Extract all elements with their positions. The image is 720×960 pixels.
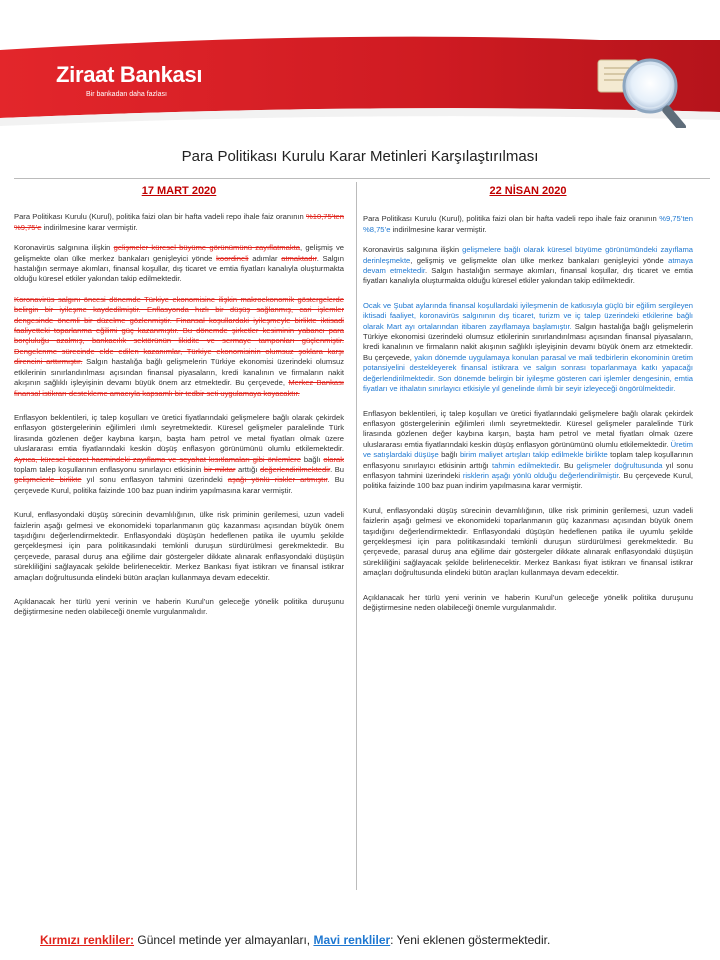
added-text: %9,75’ten %8,75’e [363, 214, 693, 234]
body-text: Kurul, enflasyondaki düşüş sürecinin devamlılığının, ülke risk priminin gerilemesi, uzun vadeli faizlerin aşağı gelmesi ve ekonomideki toparlanmanın güç kazanması açısından büyük önem taşıdığını değerlendirmektedir. Enflasyondaki düşüşün hedeflenen patika ile uyumlu şekilde gerçekleşmesi için para politikasındaki temkinli duruşun sürdürülmesi gerekmektedir. Bu çerçevede, parasal duruş ana eğilime dair göstergeler dikkate alınarak enflasyondaki düşüşün sürekliliğini sağlayacak şekilde belirlenecektir. Merkez Bankası fiyat istikrarı ve finansal istikrar amaçları doğrultusunda elindeki bütün araçları kullanmaya devam edecektir. [14, 510, 344, 582]
body-text: , gelişmiş ve gelişmekte olan ülke merkez bankaları genişleyici yönde [410, 255, 669, 265]
legend-blue-text: : Yeni eklenen göstermektedir. [390, 933, 551, 947]
column-divider [356, 182, 357, 890]
right-paragraph-6 [363, 593, 693, 614]
left-paragraph-6 [14, 597, 344, 618]
right-paragraph-1 [363, 214, 693, 235]
right-paragraph-2 [363, 245, 693, 287]
added-text: Ocak ve Şubat aylarında finansal koşullardaki iyileşmenin de katkısıyla güçlü bir eğilim sergileyen iktisadi faaliyet, koronavirüs salgınının dış ticaret, turizm ve iç talep üzerindeki etkilerine bağlı olarak Mart ayı ortalarından itibaren zayıflamaya başlamıştır. [363, 300, 693, 331]
body-text: Enflasyon beklentileri, iç talep koşulları ve üretici fiyatlarındaki gelişmelere bağlı olarak çekirdek enflasyon göstergelerinin eğilimleri ılımlı seyretmektedir. Küresel gelişmeler paralelinde Türk lirasında gözlenen değer kaybına karşın, başta ham petrol ve metal fiyatları olmak üzere uluslararası emtia fiyatlarındaki keskin düşüş enflasyon görünümünü olumlu etkilemektedir. [363, 408, 693, 449]
body-text: arttığı [235, 464, 260, 474]
deleted-text: %10,75’ten %9,75’e [14, 212, 344, 232]
added-text: atmaya devam etmektedir [363, 255, 693, 276]
right-column [363, 186, 693, 623]
right-paragraph-3 [363, 301, 693, 395]
page-header [0, 0, 720, 128]
left-column-date: 17 MART 2020 [141, 185, 217, 197]
body-text: Koronavirüs salgınına ilişkin [363, 245, 463, 255]
body-text: , gelişmiş ve gelişmekte olan ülke merkez bankaları genişleyici yönde [14, 243, 344, 263]
body-text: . Bu [330, 464, 344, 474]
added-text: yakın dönemde uygulamaya konulan parasal ve mali tedbirlerin ekonominin üretim potansiyelini destekleyerek finansal istikrara ve salgın sonrası toparlanmaya katkı yapacağı değerlendirilmektedir. Son dönemde belirgin bir iyileşme gösteren cari işlemler dengesinin, emtia fiyatları ve ithalatın sınırlayıcı etkisiyle yıl genelinde ılımlı bir seyir izleyeceği öngörülmektedir. [363, 352, 694, 394]
title-divider [14, 178, 710, 179]
added-text: risklerin aşağı yönlü olduğu değerlendirilmiştir [462, 470, 619, 480]
brand-name: Ziraat Bankası [56, 62, 203, 87]
right-paragraph-4 [363, 409, 693, 492]
body-text: Para Politikası Kurulu (Kurul), politika faizi olan bir hafta vadeli repo ihale faiz oranının [363, 214, 660, 224]
body-text: Para Politikası Kurulu (Kurul), politika faizi olan bir hafta vadeli repo ihale faiz oranının [14, 212, 306, 222]
added-text: birim maliyet artışları takip edilmekle birlikte [459, 450, 608, 460]
color-legend [40, 933, 550, 947]
body-text: . Bu çerçevede Kurul, politika faizinde 100 baz puan indirim yapılmasına karar vermiştir. [14, 475, 344, 495]
added-text: Üretim ve satışlardaki düşüşe [363, 439, 693, 460]
deleted-text: bir miktar [203, 464, 236, 474]
body-text: yıl sonu enflasyon tahmini üzerindeki [81, 475, 228, 485]
body-text: . Bu [558, 460, 577, 470]
body-text: Salgın hastalığa bağlı gelişmelerin Türkiye ekonomisi üzerindeki olumsuz etkilerinin sınırlandırılması açısından finansal piyasaların, kredi kanalının ve firmaların nakit akışının sağlıklı işleyişinin devamı büyük önem arz etmektedir. Bu çerçevede, [14, 357, 345, 388]
body-text: . Bu çerçevede Kurul, politika faizinde 100 baz puan indirim yapılmasına karar vermiştir. [363, 470, 694, 491]
deleted-text: gelişmelerle birlikte [14, 475, 82, 485]
right-column-date: 22 NİSAN 2020 [489, 185, 567, 197]
deleted-text: Merkez Bankası finansal istikrarı destekleme amacıyla kapsamlı bir tedbir seti uygulamaya koyacaktır. [14, 378, 344, 398]
deleted-text: Koronavirüs salgını öncesi dönemde Türkiye ekonomisine ilişkin makroekonomik göstergelerde belirgin bir iyileşme kaydedilmiştir. Enflasyonda hızlı bir düşüş sağlanmış, cari işlemler dengesinde önemli bir düzelme gözlenmiştir. Finansal koşullardaki iyileşmeyle birlikte iktisadi faaliyetteki toparlanma eğilimi güç kazanmıştır. Bu dönemde şirketler kesiminin yabancı para borçluluğu azalmış, bankacılık sektörünün likidite ve sermaye tamponları güçlenmiştir. Dengelenme sürecinde elde edilen kazanımlar, Türkiye ekonomisinin olumsuz şoklara karşı direncini arttırmıştır. [14, 294, 344, 367]
added-text: gelişmelere bağlı olarak küresel büyüme görünümündeki zayıflama derinleşmekte [363, 245, 693, 265]
deleted-text: aşağı yönlü riskler artmıştır [227, 475, 328, 485]
left-column [14, 186, 344, 628]
legend-red-text: Güncel metinde yer almayanları, [134, 933, 314, 947]
body-text: Koronavirüs salgınına ilişkin [14, 243, 114, 253]
left-paragraph-1 [14, 212, 344, 233]
body-text: yıl sonu enflasyon tahmini üzerindeki [363, 460, 694, 480]
left-paragraph-3 [14, 295, 344, 399]
page-title: Para Politikası Kurulu Karar Metinleri Karşılaştırılması [181, 148, 539, 165]
body-text: Açıklanacak her türlü yeni verinin ve haberin Kurul’un geleceğe yönelik politika duruşunu değiştirmesine neden olabileceği önemle vurgulanmalıdır. [363, 592, 693, 612]
body-text: toplam talep koşullarının enflasyonu sınırlayıcı etkisinin arttığı [363, 450, 693, 470]
deleted-text: atmaktadır [281, 253, 317, 263]
body-text: toplam talep koşullarının enflasyonu sınırlayıcı etkisinin [14, 464, 204, 474]
deleted-text: Ayrıca, küresel ticaret hacmindeki zayıflama ve seyahat kısıtlamaları gibi önlemlere [14, 454, 301, 464]
left-paragraph-2 [14, 243, 344, 285]
deleted-text: olarak [323, 454, 344, 464]
brand-logo[interactable] [56, 62, 202, 88]
body-text: Kurul, enflasyondaki düşüş sürecinin devamlılığının, ülke risk priminin gerilemesi, uzun vadeli faizlerin aşağı gelmesi ve ekonomideki toparlanmanın güç kazanması açısından büyük önem taşıdığını değerlendirmektedir. Enflasyondaki düşüşün hedeflenen patika ile uyumlu şekilde gerçekleşmesi için para politikasındaki temkinli duruşun sürdürülmesi gerekmektedir. Bu çerçevede, parasal duruş ana eğilime dair göstergeler dikkate alınarak enflasyondaki düşüşün sürekliliğini sağlayacak şekilde belirlenecektir. Merkez Bankası fiyat istikrarı ve finansal istikrar amaçları doğrultusunda elindeki bütün araçları kullanmaya devam edecektir. [363, 505, 693, 578]
left-paragraph-5 [14, 510, 344, 583]
body-text: . Salgın hastalığın sermaye akımları, finansal koşullar, dış ticaret ve emtia fiyatları kanalıyla oluşturmakta olduğu küresel etkiler yakından takip edilmektedir. [363, 266, 693, 286]
body-text: Salgın hastalığa bağlı gelişmelerin Türkiye ekonomisi üzerindeki olumsuz etkilerinin sınırlandırılması açısından finansal piyasaların, kredi kanalının ve firmaların nakit akışının sağlıklı işleyişinin devamı büyük önem arz etmektedir. Bu çerçevede, [363, 321, 693, 362]
deleted-text: koordineli [216, 253, 249, 263]
body-text: bağlı [300, 454, 324, 464]
wheat-logo-icon [0, 0, 22, 34]
legend-blue-label: Mavi renkliler [313, 933, 391, 947]
deleted-text: değerlendirilmektedir [259, 464, 331, 474]
body-text: Enflasyon beklentileri, iç talep koşulları ve üretici fiyatlarındaki gelişmelere bağlı olarak çekirdek enflasyon göstergelerinin eğilimleri ılımlı seyretmektedir. Küresel gelişmeler paralelinde Türk lirasında gözlenen değer kaybına karşın, başta ham petrol ve metal fiyatları olmak üzere uluslararası emtia fiyatlarındaki keskin düşüş enflasyon görünümünü olumlu etkilemektedir. [14, 412, 344, 454]
body-text: adımlar [248, 253, 282, 263]
brand-tagline: Bir bankadan daha fazlası [86, 91, 167, 98]
legend-red-label: Kırmızı renkliler: [40, 933, 135, 947]
left-paragraph-4 [14, 413, 344, 496]
body-text: bağlı [438, 450, 460, 460]
added-text: tahmin edilmektedir [492, 460, 559, 470]
right-paragraph-5 [363, 506, 693, 579]
body-text: Açıklanacak her türlü yeni verinin ve haberin Kurul’un geleceğe yönelik politika duruşunu değiştirmesine neden olabileceği önemle vurgulanmalıdır. [14, 597, 344, 617]
body-text: indirilmesine karar vermiştir. [390, 224, 487, 234]
body-text: indirilmesine karar vermiştir. [41, 222, 138, 232]
deleted-text: gelişmeler küresel büyüme görünümünü zayıflatmakta [113, 243, 300, 253]
body-text: . Salgın hastalığın sermaye akımları, finansal koşullar, dış ticaret ve emtia fiyatları kanalıyla oluşturmakta olduğu küresel etkiler yakından takip edilmektedir. [14, 253, 344, 284]
added-text: gelişmeler doğrultusunda [576, 460, 663, 470]
